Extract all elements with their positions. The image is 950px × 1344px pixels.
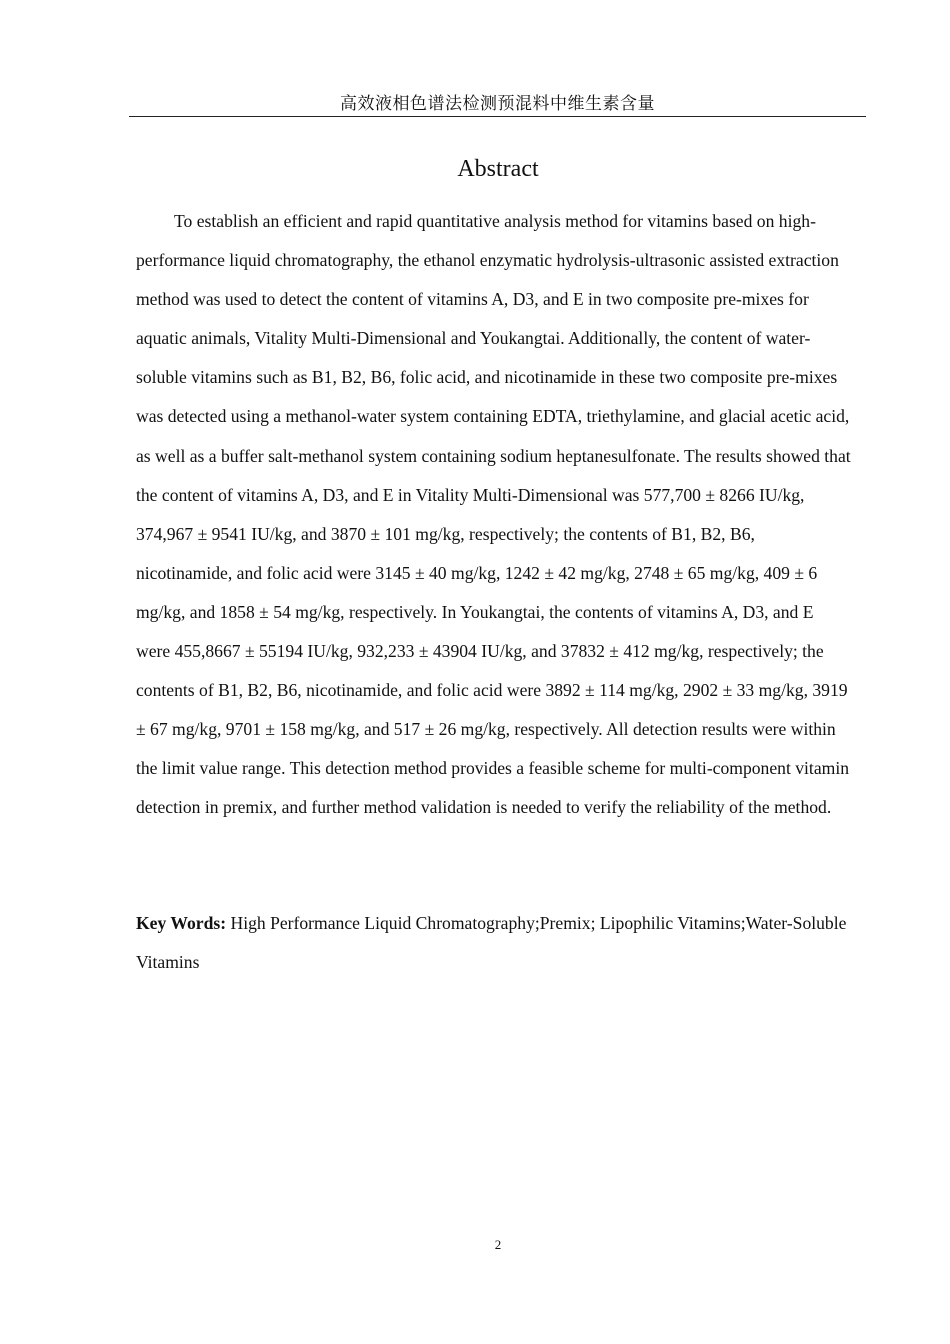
keywords-label: Key Words: xyxy=(136,913,227,933)
abstract-body: To establish an efficient and rapid quantitative analysis method for vitamins based on high-performance liquid chromatography, the ethanol enzymatic hydrolysis-ultrasonic assisted extraction method was used to detect the content of vitamins A, D3, and E in two composite pre-mixes for aquatic animals, Vitality Multi-Dimensional and Youkangtai. Additionally, the content of water-soluble vitamins such as B1, B2, B6, folic acid, and nicotinamide in these two composite pre-mixes was detected using a methanol-water system containing EDTA, triethylamine, and glacial acetic acid, as well as a buffer salt-methanol system containing sodium heptanesulfonate. The results showed that the content of vitamins A, D3, and E in Vitality Multi-Dimensional was 577,700 ± 8266 IU/kg, 374,967 ± 9541 IU/kg, and 3870 ± 101 mg/kg, respectively; the contents of B1, B2, B6, nicotinamide, and folic acid were 3145 ± 40 mg/kg, 1242 ± 42 mg/kg, 2748 ± 65 mg/kg, 409 ± 6 mg/kg, and 1858 ± 54 mg/kg, respectively. In Youkangtai, the contents of vitamins A, D3, and E were 455,8667 ± 55194 IU/kg, 932,233 ± 43904 IU/kg, and 37832 ± 412 mg/kg, respectively; the contents of B1, B2, B6, nicotinamide, and folic acid were 3892 ± 114 mg/kg, 2902 ± 33 mg/kg, 3919 ± 67 mg/kg, 9701 ± 158 mg/kg, and 517 ± 26 mg/kg, respectively. All detection results were within the limit value range. This detection method provides a feasible scheme for multi-component vitamin detection in premix, and further method validation is needed to verify the reliability of the method. xyxy=(136,211,851,818)
page-number: 2 xyxy=(494,1237,502,1252)
running-header-title: 高效液相色谱法检测预混料中维生素含量 xyxy=(340,94,655,114)
keywords xyxy=(136,904,858,982)
running-header xyxy=(129,92,866,117)
keywords-text: High Performance Liquid Chromatography;Premix; Lipophilic Vitamins;Water-Soluble Vitamins xyxy=(136,913,847,973)
abstract-title: Abstract xyxy=(457,156,539,182)
